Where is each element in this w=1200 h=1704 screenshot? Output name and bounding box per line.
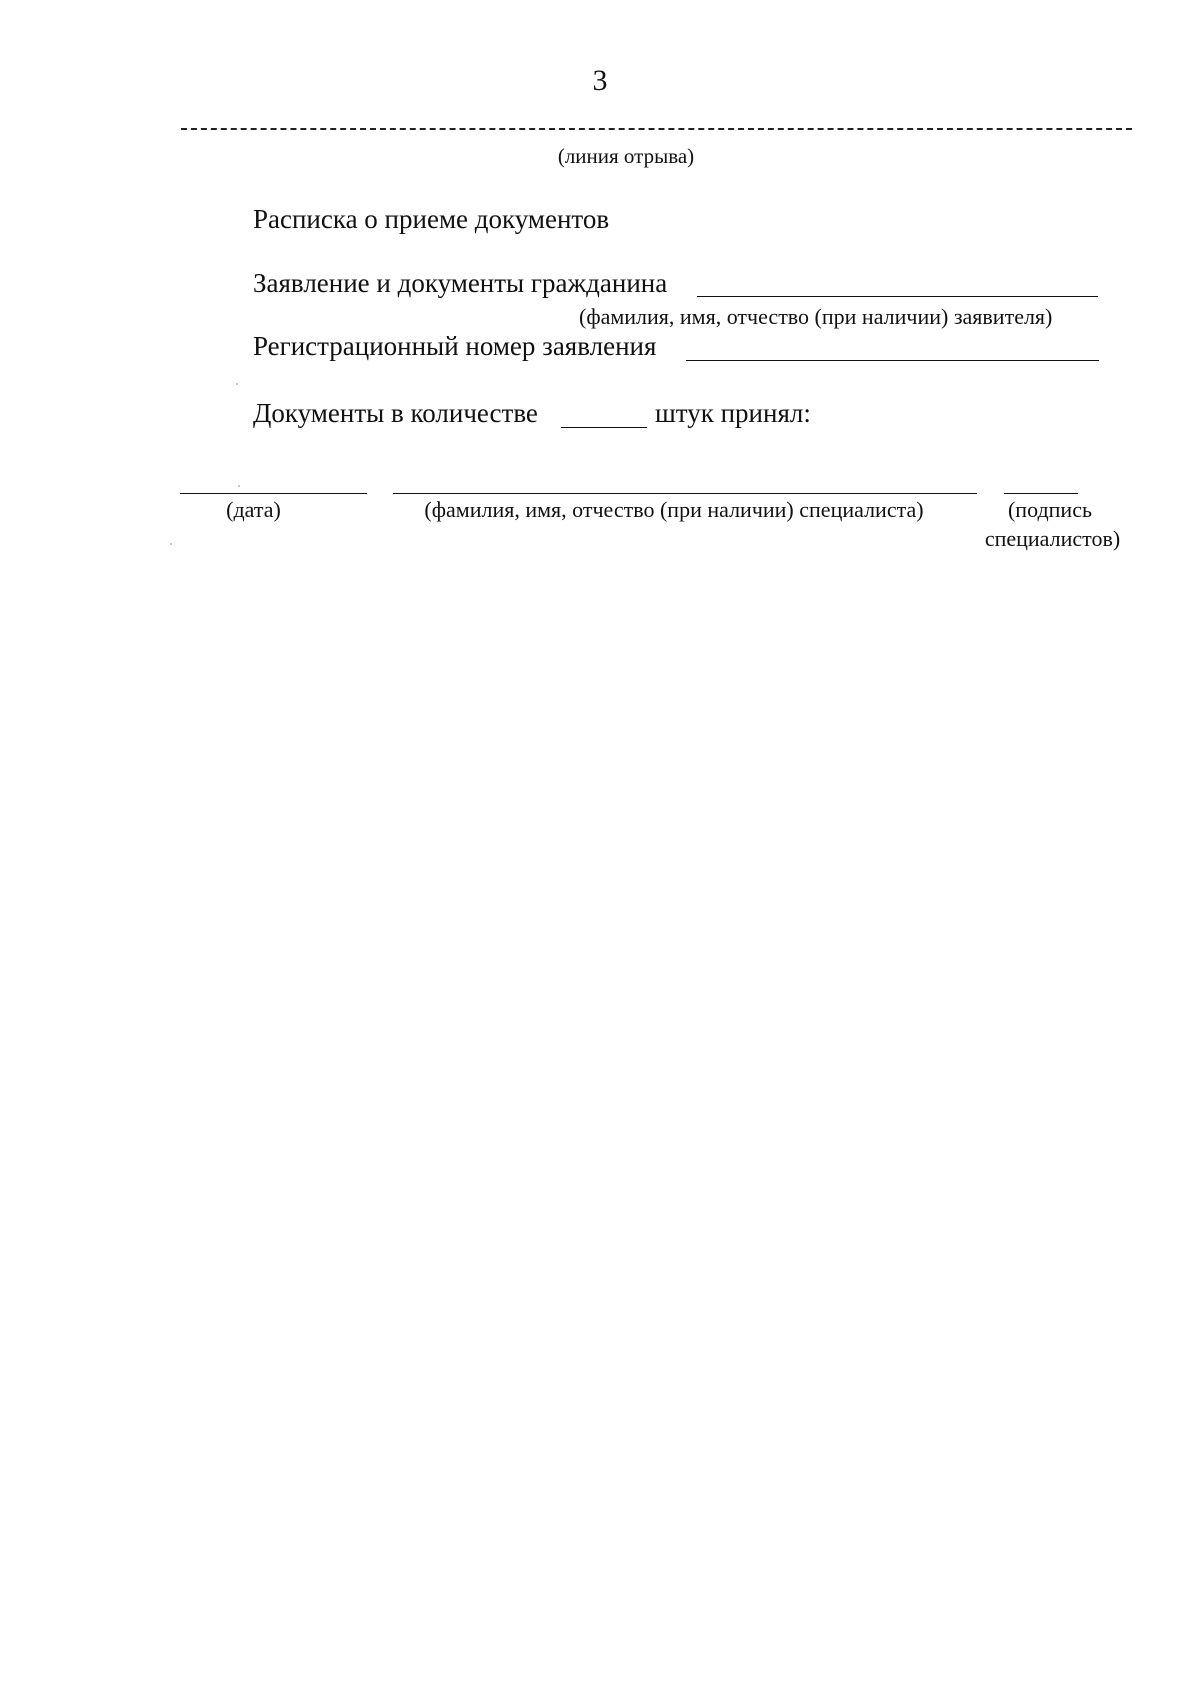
signature-caption-line2: специалистов) [984,526,1121,551]
registration-number-label: Регистрационный номер заявления [253,331,657,361]
specialist-signature-field[interactable] [1004,493,1078,494]
documents-count-field[interactable] [561,427,647,428]
scan-speck [238,485,240,487]
scan-speck [170,543,172,545]
applicant-name-caption: (фамилия, имя, отчество (при наличии) заявителя) [579,304,1053,329]
specialist-name-field[interactable] [393,493,977,494]
signature-caption-line1: (подпись [1007,497,1092,522]
scan-speck [236,383,238,385]
applicant-name-field[interactable] [697,296,1098,297]
specialist-name-caption: (фамилия, имя, отчество (при наличии) специалиста) [424,497,924,522]
date-caption: (дата) [226,497,281,522]
registration-number-field[interactable] [686,360,1099,361]
tear-off-caption: (линия отрыва) [557,144,695,168]
tear-off-line [181,128,1132,130]
applicant-label: Заявление и документы гражданина [253,268,668,298]
date-field[interactable] [180,493,367,494]
documents-count-label: Документы в количестве [253,398,538,428]
page-number: 3 [592,64,608,97]
receipt-title: Расписка о приеме документов [253,204,610,234]
documents-accepted-label: штук принял: [655,398,811,428]
